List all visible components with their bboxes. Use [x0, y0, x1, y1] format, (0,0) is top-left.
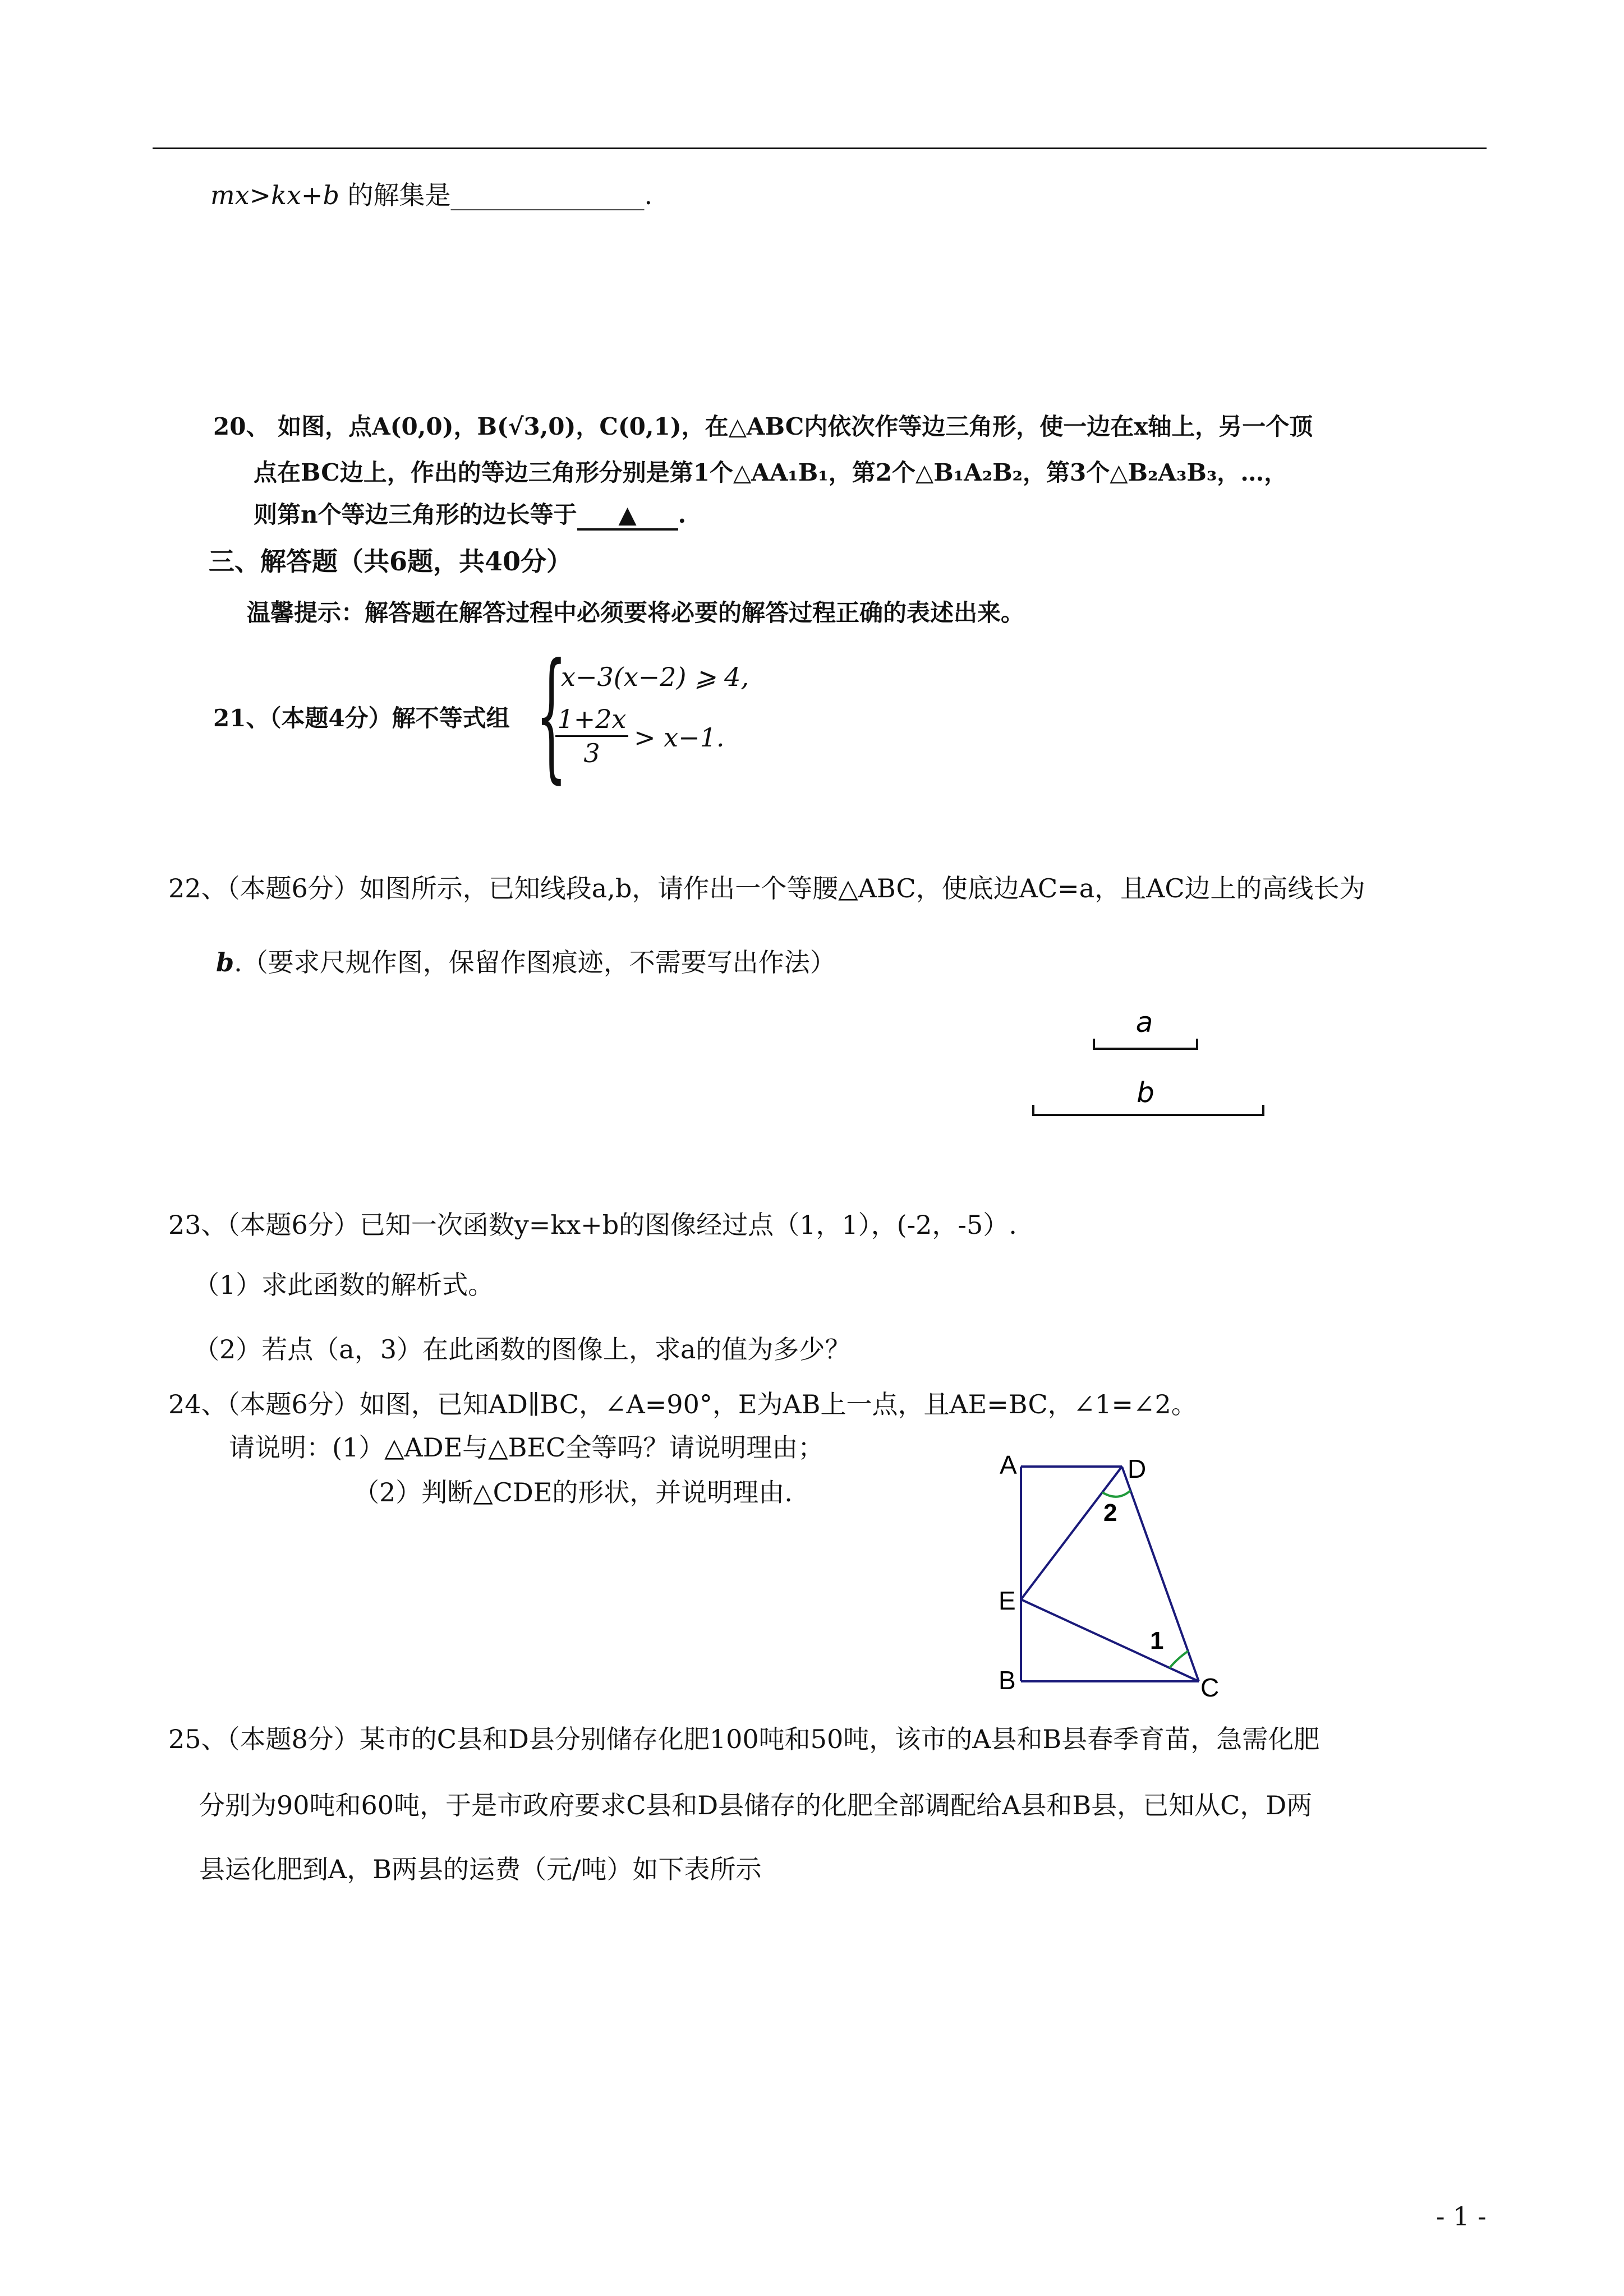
segment-a	[1094, 1006, 1197, 1049]
q20-line3	[254, 496, 686, 531]
q19-blank: _______________	[450, 180, 645, 210]
q25-line3: 县运化肥到A，B两县的运费（元/吨）如下表所示	[199, 1854, 762, 1884]
q23-line1: 23、（本题6分）已知一次函数y=kx+b的图像经过点（1，1），(-2，-5）.	[168, 1210, 1017, 1240]
segment-b-label: b	[1137, 1076, 1154, 1109]
q19-math: mx>kx+b	[210, 180, 339, 210]
point-C-label: C	[1200, 1673, 1220, 1702]
q24-line3: （2）判断△CDE的形状，并说明理由.	[353, 1477, 793, 1507]
angle-1-arc	[1170, 1651, 1188, 1668]
q21-frac-bar	[555, 735, 628, 737]
section3-title: 三、解答题（共6题，共40分）	[209, 546, 573, 577]
q24-figure	[987, 1441, 1245, 1711]
segment-b	[1033, 1076, 1263, 1115]
q24-line1: 24、（本题6分）如图，已知AD∥BC，∠A=90°，E为AB上一点，且AE=BC，∠1=∠2。	[168, 1389, 1197, 1419]
q22-line1: 22、（本题6分）如图所示，已知线段a,b，请作出一个等腰△ABC，使底边AC=a，且AC边上的高线长为	[168, 873, 1365, 903]
q20-end: .	[678, 501, 687, 528]
q24-line2: 请说明：(1）△ADE与△BEC全等吗？请说明理由；	[229, 1432, 824, 1463]
q21-fraction	[555, 704, 628, 768]
point-A-label: A	[1000, 1450, 1017, 1479]
q21-frac-den: 3	[583, 738, 600, 768]
q20-line3-text: 则第n个等边三角形的边长等于	[254, 501, 577, 528]
q21-label: 21、（本题4分）解不等式组	[213, 704, 510, 732]
q19-text: 的解集是	[339, 180, 451, 210]
segment-ED	[1021, 1467, 1122, 1599]
header-rule	[153, 147, 1487, 149]
q22-line2-text: .（要求尺规作图，保留作图痕迹，不需要写出作法）	[234, 947, 836, 978]
q19-tail	[210, 175, 652, 212]
q20-line1: 20、 如图，点A(0,0)，B(√3,0)，C(0,1)，在△ABC内依次作等边三角形，使一边在x轴上，另一个顶	[213, 413, 1313, 440]
angle-2-arc	[1102, 1491, 1130, 1497]
q22-line2	[216, 942, 836, 979]
q19-end: .	[644, 180, 653, 210]
q21-ineq1: x−3(x−2) ⩾ 4,	[561, 662, 749, 692]
q22-segments-figure	[1021, 1004, 1279, 1133]
q23-part2: （2）若点（a，3）在此函数的图像上，求a的值为多少？	[194, 1334, 851, 1364]
q21-frac-num: 1+2x	[557, 704, 627, 734]
angle-2-label: 2	[1103, 1499, 1117, 1527]
segment-EC	[1021, 1599, 1199, 1681]
q20-answer-blank	[577, 501, 678, 531]
point-B-label: B	[999, 1666, 1016, 1695]
section3-tip: 温馨提示：解答题在解答过程中必须要将必要的解答过程正确的表述出来。	[247, 599, 1025, 626]
q22-var-b: b	[216, 947, 234, 978]
q20-marker: ▲	[618, 501, 637, 528]
q20-line2: 点在BC边上，作出的等边三角形分别是第1个△AA₁B₁，第2个△B₁A₂B₂，第3个△B₂A₃B₃，…，	[254, 459, 1288, 486]
point-D-label: D	[1128, 1454, 1147, 1483]
q25-line2: 分别为90吨和60吨，于是市政府要求C县和D县储存的化肥全部调配给A县和B县，已知从C，D两	[199, 1790, 1313, 1820]
page-number: - 1 -	[1436, 2201, 1487, 2232]
point-E-label: E	[999, 1586, 1016, 1615]
q25-line1: 25、（本题8分）某市的C县和D县分别储存化肥100吨和50吨，该市的A县和B县春季育苗，急需化肥	[168, 1724, 1320, 1754]
segment-a-label: a	[1135, 1006, 1153, 1039]
angle-1-label: 1	[1150, 1627, 1164, 1654]
q21-brace: {	[536, 633, 567, 796]
q21-ineq2-rest: > x−1.	[634, 722, 725, 753]
q23-part1: （1）求此函数的解析式。	[194, 1270, 494, 1300]
